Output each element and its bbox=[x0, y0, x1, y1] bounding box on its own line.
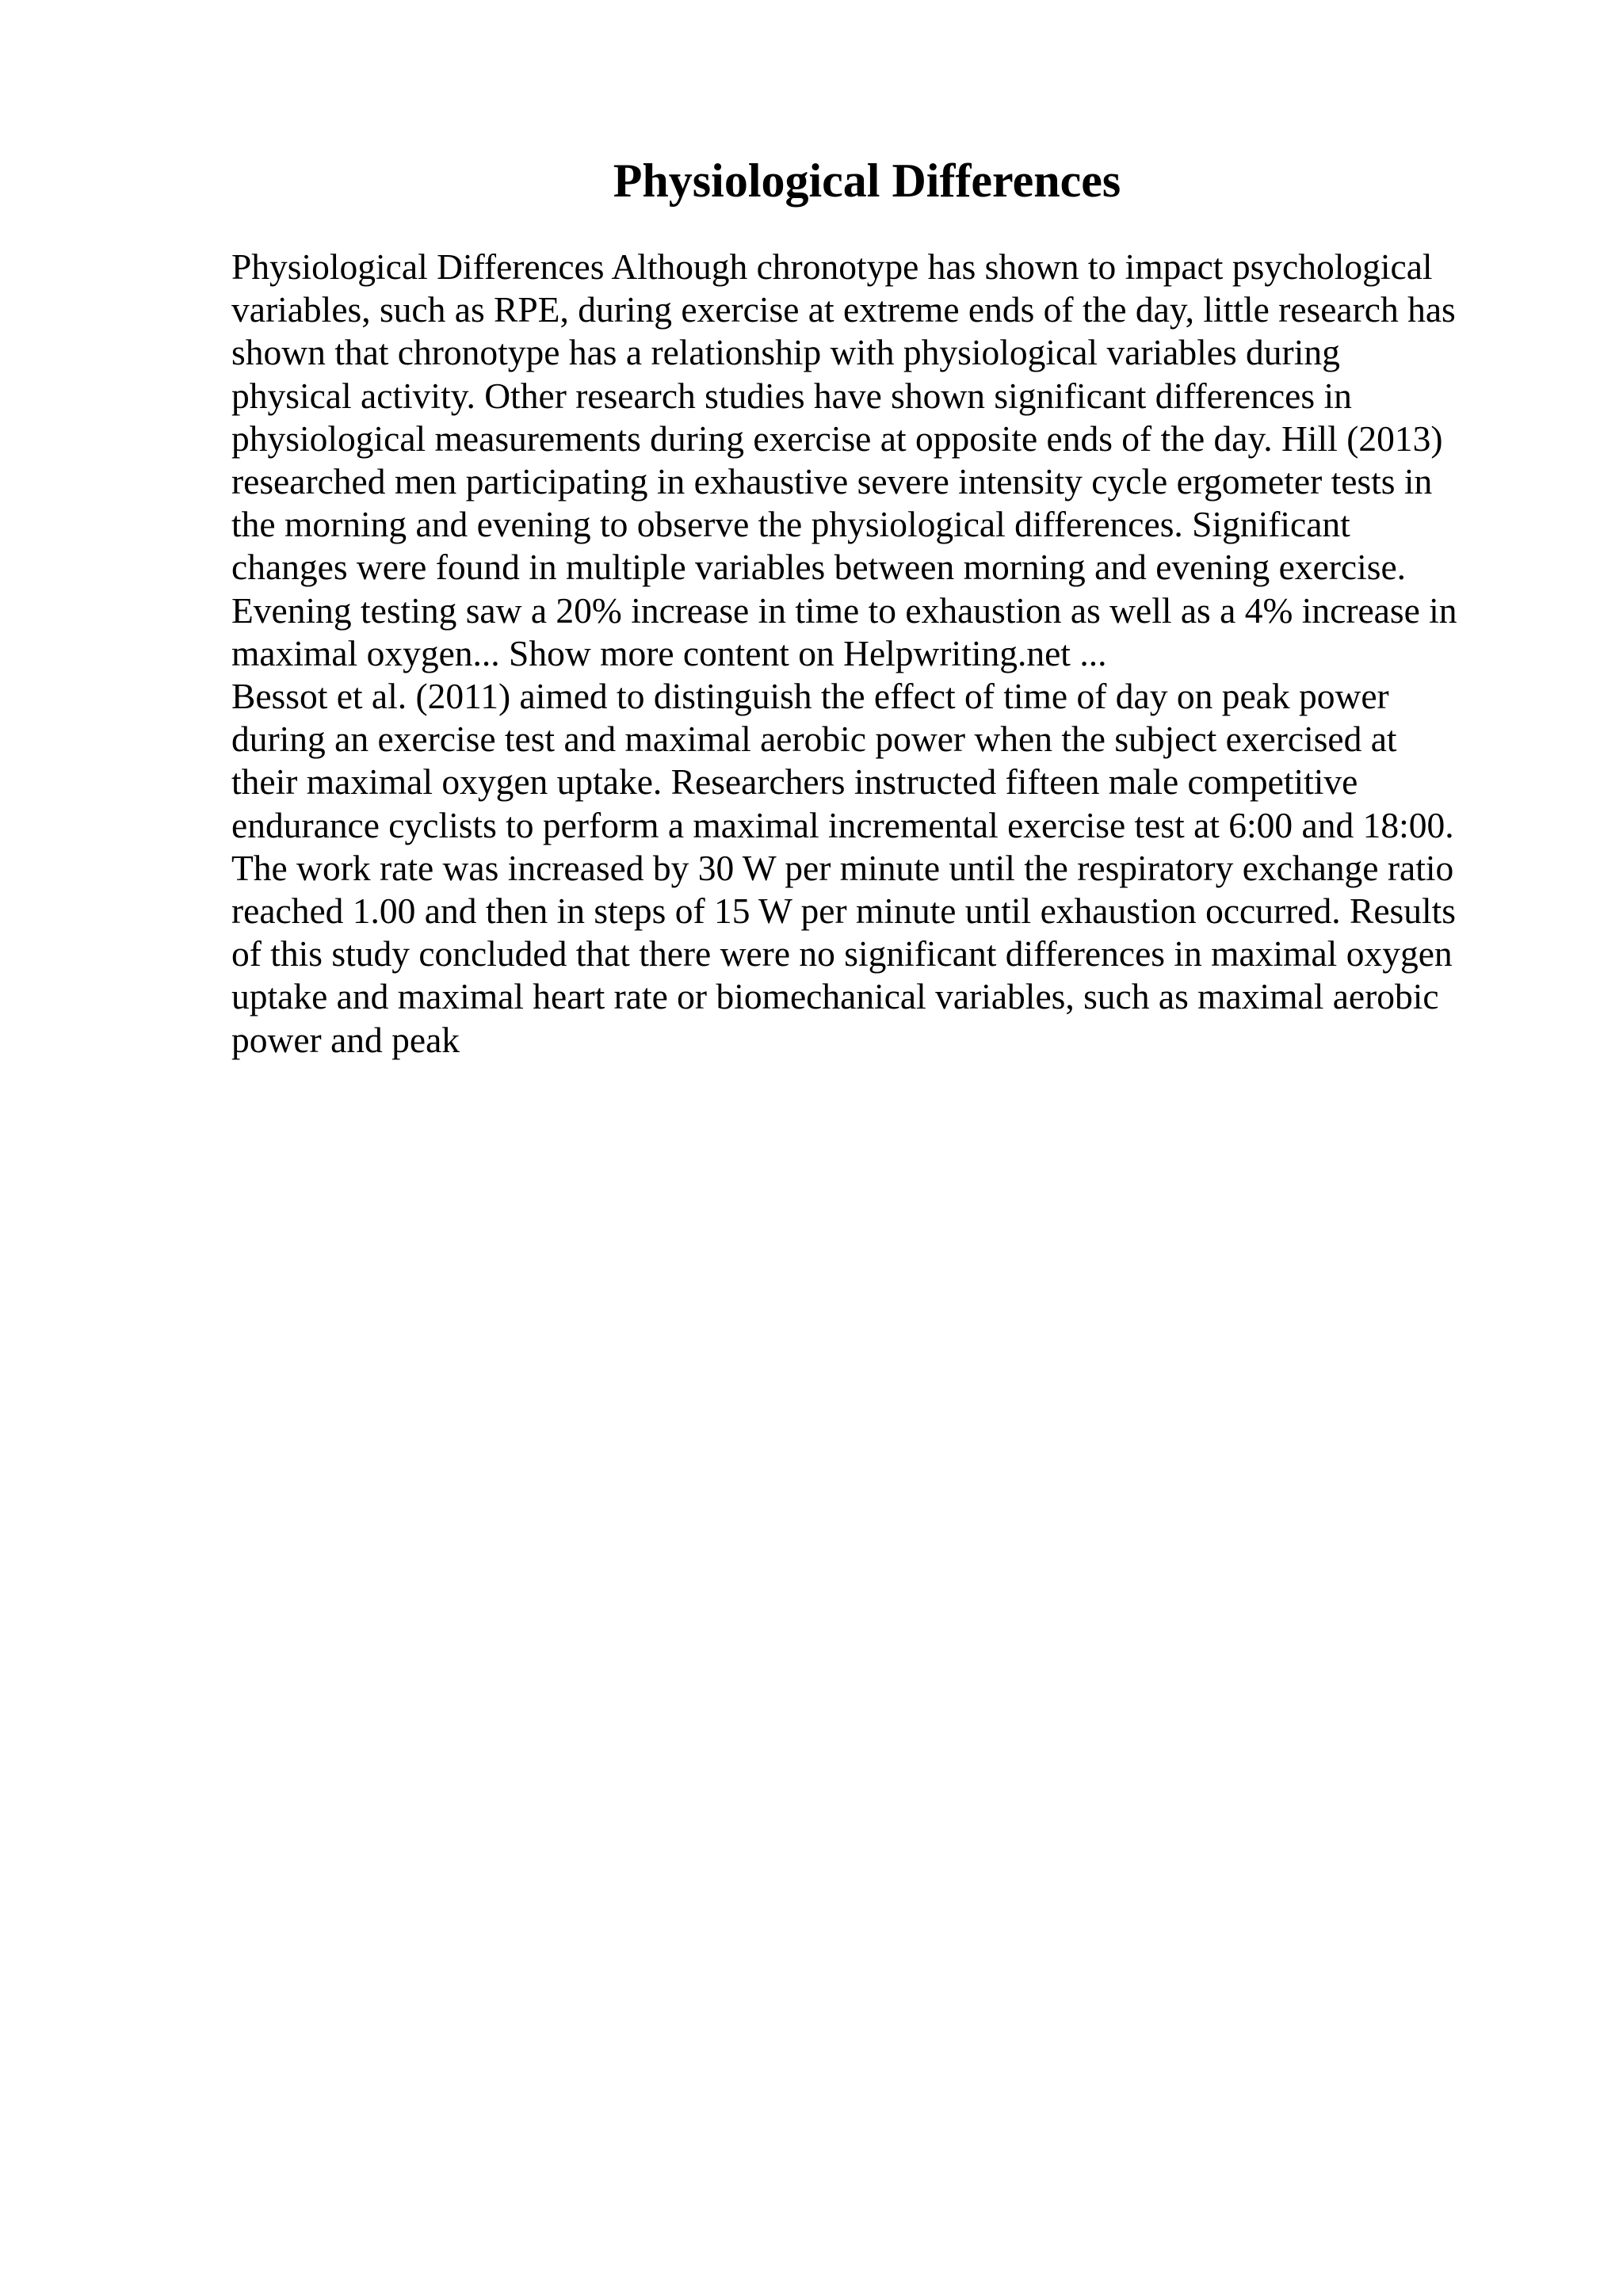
body-line: of this study concluded that there were no significant differences in maximal oxygen bbox=[231, 933, 1453, 974]
body-line: physiological measurements during exercise at opposite ends of the day. Hill (2013) bbox=[231, 418, 1443, 459]
document-title: Physiological Differences bbox=[613, 154, 1121, 207]
body-line: their maximal oxygen uptake. Researchers instructed fifteen male competitive bbox=[231, 761, 1358, 803]
body-line: reached 1.00 and then in steps of 15 W per minute until exhaustion occurred. Results bbox=[231, 891, 1456, 932]
body-line: researched men participating in exhaustive severe intensity cycle ergometer tests in bbox=[231, 461, 1433, 502]
body-line: variables, such as RPE, during exercise at extreme ends of the day, little research has bbox=[231, 289, 1456, 330]
document-body bbox=[231, 246, 1499, 1062]
body-line: changes were found in multiple variables between morning and evening exercise. bbox=[231, 547, 1407, 588]
body-line: Physiological Differences Although chronotype has shown to impact psychological bbox=[231, 246, 1433, 287]
body-line: The work rate was increased by 30 W per minute until the respiratory exchange ratio bbox=[231, 847, 1454, 888]
body-line: physical activity. Other research studies have shown significant differences in bbox=[231, 375, 1352, 416]
body-line: during an exercise test and maximal aerobic power when the subject exercised at bbox=[231, 719, 1397, 760]
body-line: endurance cyclists to perform a maximal incremental exercise test at 6:00 and 18:00. bbox=[231, 804, 1454, 845]
show-more-line: maximal oxygen... Show more content on Helpwriting.net ... bbox=[231, 632, 1107, 673]
body-line: shown that chronotype has a relationship with physiological variables during bbox=[231, 332, 1340, 373]
body-line: uptake and maximal heart rate or biomechanical variables, such as maximal aerobic bbox=[231, 976, 1439, 1017]
body-line: power and peak bbox=[231, 1019, 460, 1060]
body-line: the morning and evening to observe the physiological differences. Significant bbox=[231, 504, 1350, 545]
body-line: Bessot et al. (2011) aimed to distinguish the effect of time of day on peak power bbox=[231, 676, 1389, 717]
body-line: Evening testing saw a 20% increase in time to exhaustion as well as a 4% increase in bbox=[231, 589, 1457, 631]
